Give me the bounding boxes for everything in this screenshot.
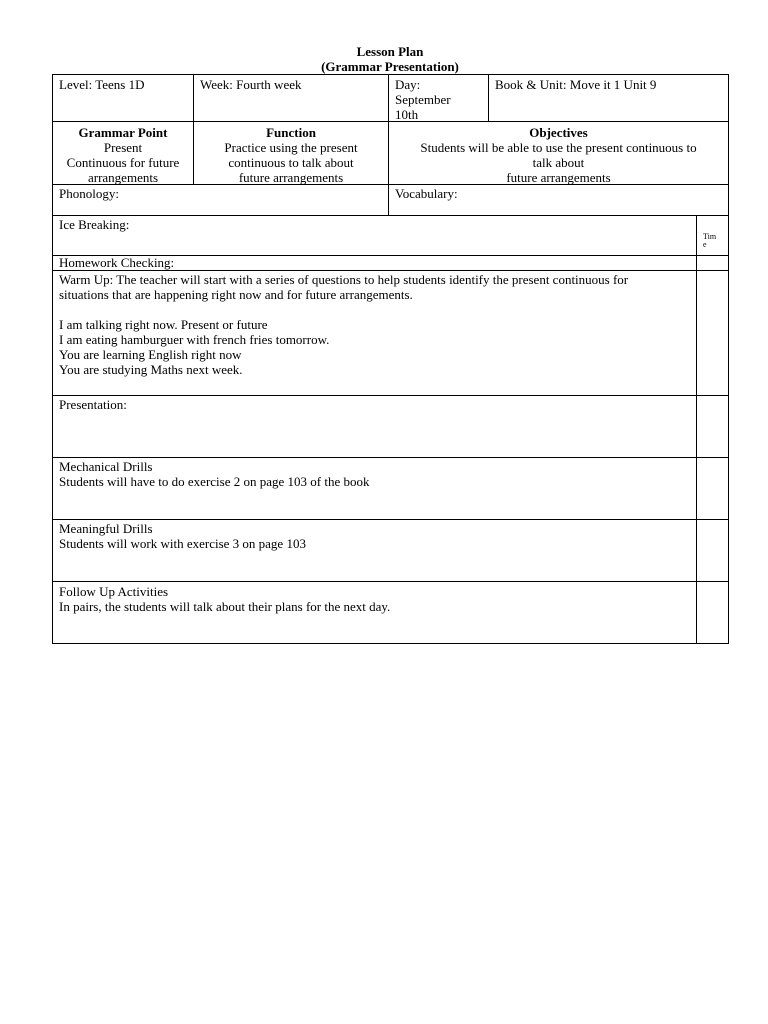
function-header: Function [266,125,316,140]
objectives-line: Students will be able to use the present continuous to [420,140,697,155]
grammar-point-line: arrangements [87,170,159,185]
meaningful-drills-text: Students will work with exercise 3 on page 103 [59,536,306,551]
phonology-cell [53,184,387,201]
warm-up-example: You are learning English right now [59,347,242,362]
day-cell [389,75,488,122]
function-cell [194,122,388,185]
mechanical-drills-cell [53,457,693,489]
vocabulary-label: Vocabulary: [395,186,458,201]
time-label: e [703,240,707,249]
mechanical-drills-title: Mechanical Drills [59,459,153,474]
follow-up-title: Follow Up Activities [59,584,169,599]
phonology-label: Phonology: [59,186,119,201]
level-cell [53,75,193,92]
presentation-label: Presentation: [59,397,127,412]
ice-breaking-label: Ice Breaking: [59,217,130,232]
homework-cell [53,255,693,270]
function-line: Practice using the present [224,140,358,155]
grammar-point-header: Grammar Point [78,125,168,140]
follow-up-cell [53,582,693,614]
level-text: Level: Teens 1D [59,77,145,92]
warm-up-line: Warm Up: The teacher will start with a series of questions to help students identify the present continuous for [59,272,629,287]
time-label: Tim [703,232,717,241]
page-title: Lesson Plan [356,44,424,59]
day-date: 10th [395,107,419,122]
grammar-point-line: Continuous for future [66,155,180,170]
meaningful-drills-title: Meaningful Drills [59,521,153,536]
meaningful-drills-cell [53,519,693,551]
objectives-line: future arrangements [506,170,611,185]
grammar-point-line: Present [103,140,143,155]
homework-label: Homework Checking: [59,255,175,270]
time-column-header [703,233,716,249]
book-cell [489,75,727,92]
page-subtitle: (Grammar Presentation) [321,59,459,74]
warm-up-example: I am eating hamburguer with french fries tomorrow. [59,332,330,347]
warm-up-line: situations that are happening right now and for future arrangements. [59,287,413,302]
week-cell [194,75,388,92]
warm-up-example: You are studying Maths next week. [59,362,243,377]
presentation-cell [53,395,693,412]
day-label: Day: [395,77,421,92]
ice-breaking-cell [53,215,693,232]
vocabulary-cell [389,184,728,201]
objectives-line: talk about [532,155,585,170]
day-month: September [395,92,451,107]
objectives-cell [389,122,728,185]
mechanical-drills-text: Students will have to do exercise 2 on page 103 of the book [59,474,370,489]
function-line: continuous to talk about [228,155,354,170]
function-line: future arrangements [238,170,344,185]
week-text: Week: Fourth week [200,77,302,92]
warm-up-cell [53,271,695,377]
warm-up-example: I am talking right now. Present or future [59,317,268,332]
objectives-header: Objectives [529,125,588,140]
book-text: Book & Unit: Move it 1 Unit 9 [495,77,657,92]
grammar-point-cell [53,122,193,185]
follow-up-text: In pairs, the students will talk about their plans for the next day. [59,599,391,614]
